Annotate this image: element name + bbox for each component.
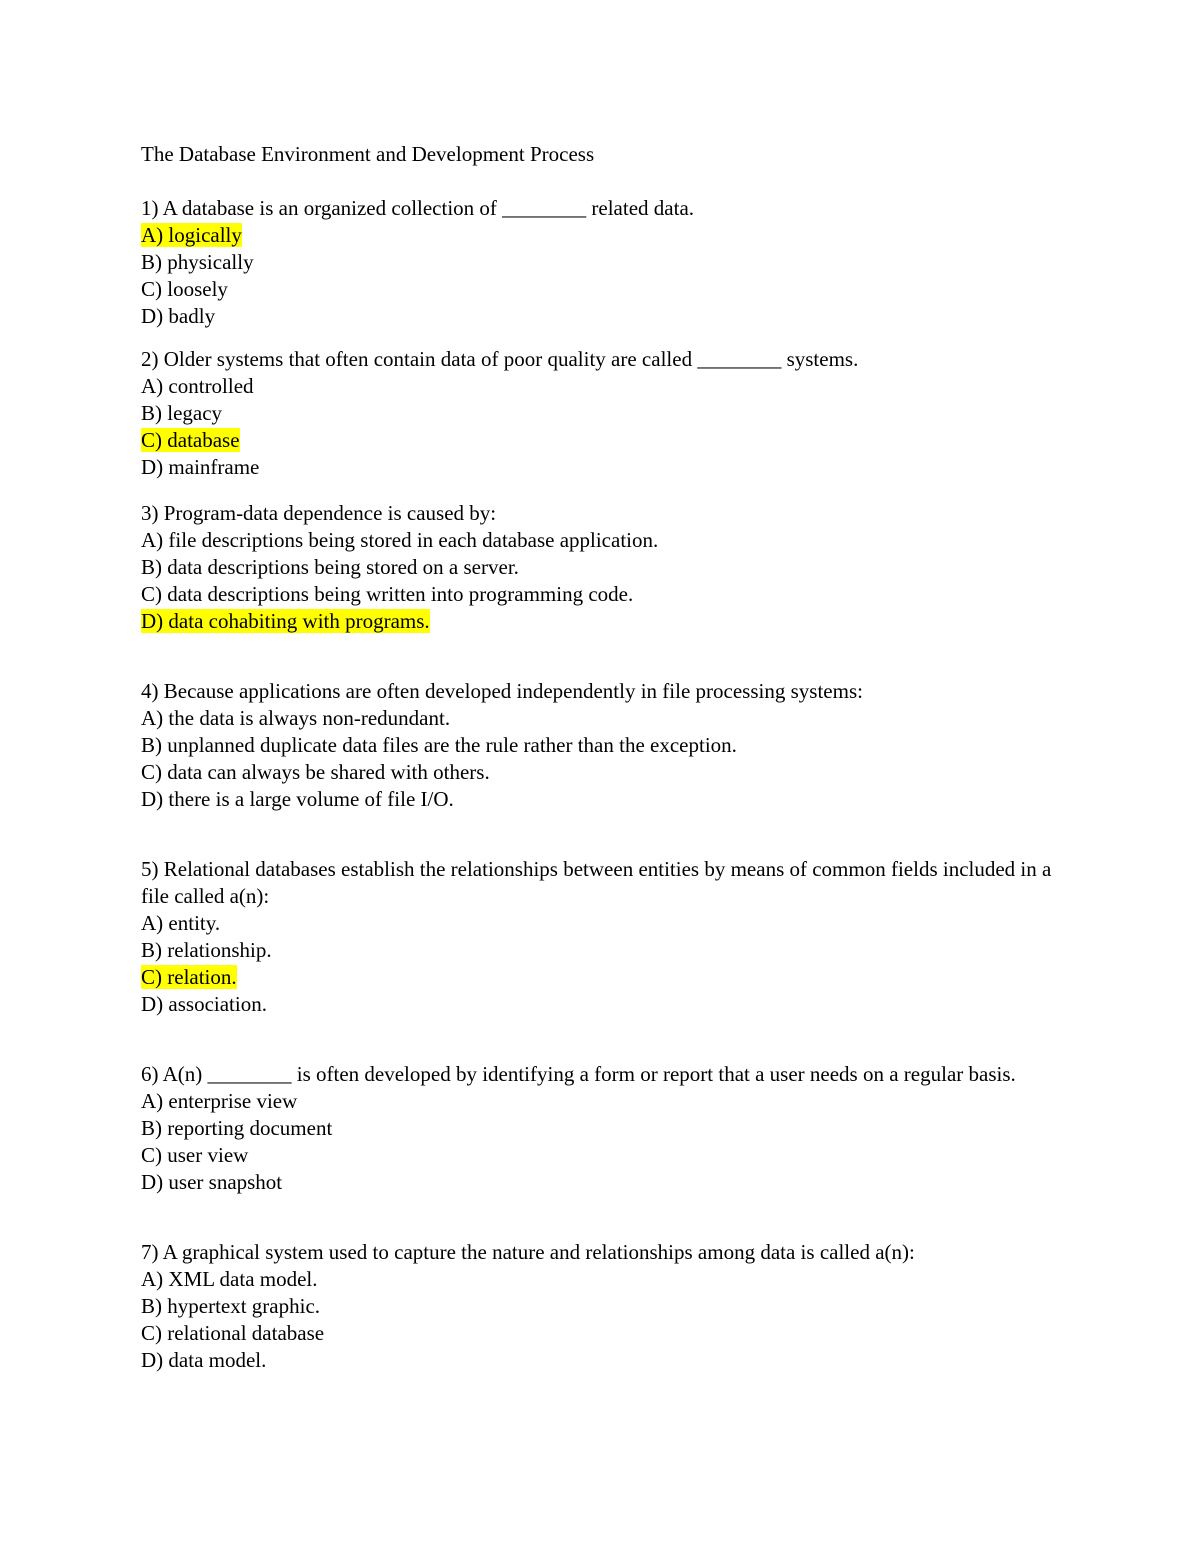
answer-option-text: D) data model. [141, 1348, 267, 1372]
answer-option-d [141, 786, 1061, 813]
answer-option-d [141, 303, 1061, 330]
answer-option-d [141, 1347, 1061, 1374]
answer-option-b [141, 732, 1061, 759]
answer-option-c [141, 1320, 1061, 1347]
question-stem: 1) A database is an organized collection of ________ related data. [141, 196, 695, 220]
document-title: The Database Environment and Development Process [141, 142, 595, 166]
question-stem: 2) Older systems that often contain data of poor quality are called ________ systems. [141, 347, 859, 371]
answer-option-text: A) controlled [141, 374, 254, 398]
answer-option-text: D) badly [141, 304, 216, 328]
answer-option-text: D) user snapshot [141, 1170, 283, 1194]
answer-option-text: C) data can always be shared with others. [141, 760, 490, 784]
question-stem: 7) A graphical system used to capture the nature and relationships among data is called a(n): [141, 1240, 915, 1264]
answer-option-a [141, 527, 1061, 554]
answer-option-text: B) legacy [141, 401, 223, 425]
answer-option-b [141, 554, 1061, 581]
answer-option-text: C) loosely [141, 277, 228, 301]
answer-option-a [141, 705, 1061, 732]
answer-option-text: D) mainframe [141, 455, 260, 479]
answer-option-text: B) physically [141, 250, 254, 274]
question-4 [141, 678, 1061, 813]
answer-option-a [141, 1088, 1061, 1115]
answer-option-b [141, 1293, 1061, 1320]
answer-option-c [141, 276, 1061, 303]
answer-option-text: B) reporting document [141, 1116, 333, 1140]
question-stem: 6) A(n) ________ is often developed by identifying a form or report that a user needs on a regular basis. [141, 1062, 1016, 1086]
answer-option-text: C) relation. [141, 965, 237, 989]
question-stem: 4) Because applications are often developed independently in file processing systems: [141, 679, 863, 703]
question-5 [141, 856, 1061, 1018]
answer-option-text: A) logically [141, 223, 242, 247]
answer-option-b [141, 249, 1061, 276]
answer-option-text: A) the data is always non-redundant. [141, 706, 451, 730]
answer-option-text: D) association. [141, 992, 267, 1016]
question-1 [141, 195, 1061, 330]
answer-option-text: A) XML data model. [141, 1267, 318, 1291]
answer-option-d [141, 454, 1061, 481]
answer-option-d [141, 608, 1061, 635]
question-7 [141, 1239, 1061, 1374]
answer-option-text: C) data descriptions being written into programming code. [141, 582, 634, 606]
answer-option-c [141, 1142, 1061, 1169]
document-page [141, 141, 1061, 1374]
answer-option-a [141, 222, 1061, 249]
answer-option-text: B) data descriptions being stored on a server. [141, 555, 519, 579]
answer-option-b [141, 1115, 1061, 1142]
answer-option-a [141, 910, 1061, 937]
answer-option-c [141, 581, 1061, 608]
question-stem: 3) Program-data dependence is caused by: [141, 501, 497, 525]
answer-option-c [141, 759, 1061, 786]
answer-option-d [141, 991, 1061, 1018]
question-3 [141, 500, 1061, 635]
answer-option-d [141, 1169, 1061, 1196]
answer-option-text: A) enterprise view [141, 1089, 298, 1113]
question-2 [141, 346, 1061, 481]
answer-option-c [141, 427, 1061, 454]
answer-option-b [141, 400, 1061, 427]
answer-option-b [141, 937, 1061, 964]
answer-option-text: D) there is a large volume of file I/O. [141, 787, 454, 811]
answer-option-c [141, 964, 1061, 991]
question-6 [141, 1061, 1061, 1196]
question-stem: 5) Relational databases establish the relationships between entities by means of common fields included in a file called a(n): [141, 857, 1052, 908]
answer-option-a [141, 373, 1061, 400]
answer-option-text: B) unplanned duplicate data files are the rule rather than the exception. [141, 733, 737, 757]
answer-option-text: D) data cohabiting with programs. [141, 609, 430, 633]
answer-option-text: B) hypertext graphic. [141, 1294, 321, 1318]
answer-option-text: C) database [141, 428, 240, 452]
answer-option-a [141, 1266, 1061, 1293]
answer-option-text: B) relationship. [141, 938, 272, 962]
answer-option-text: A) file descriptions being stored in each database application. [141, 528, 659, 552]
answer-option-text: A) entity. [141, 911, 221, 935]
answer-option-text: C) user view [141, 1143, 249, 1167]
answer-option-text: C) relational database [141, 1321, 325, 1345]
